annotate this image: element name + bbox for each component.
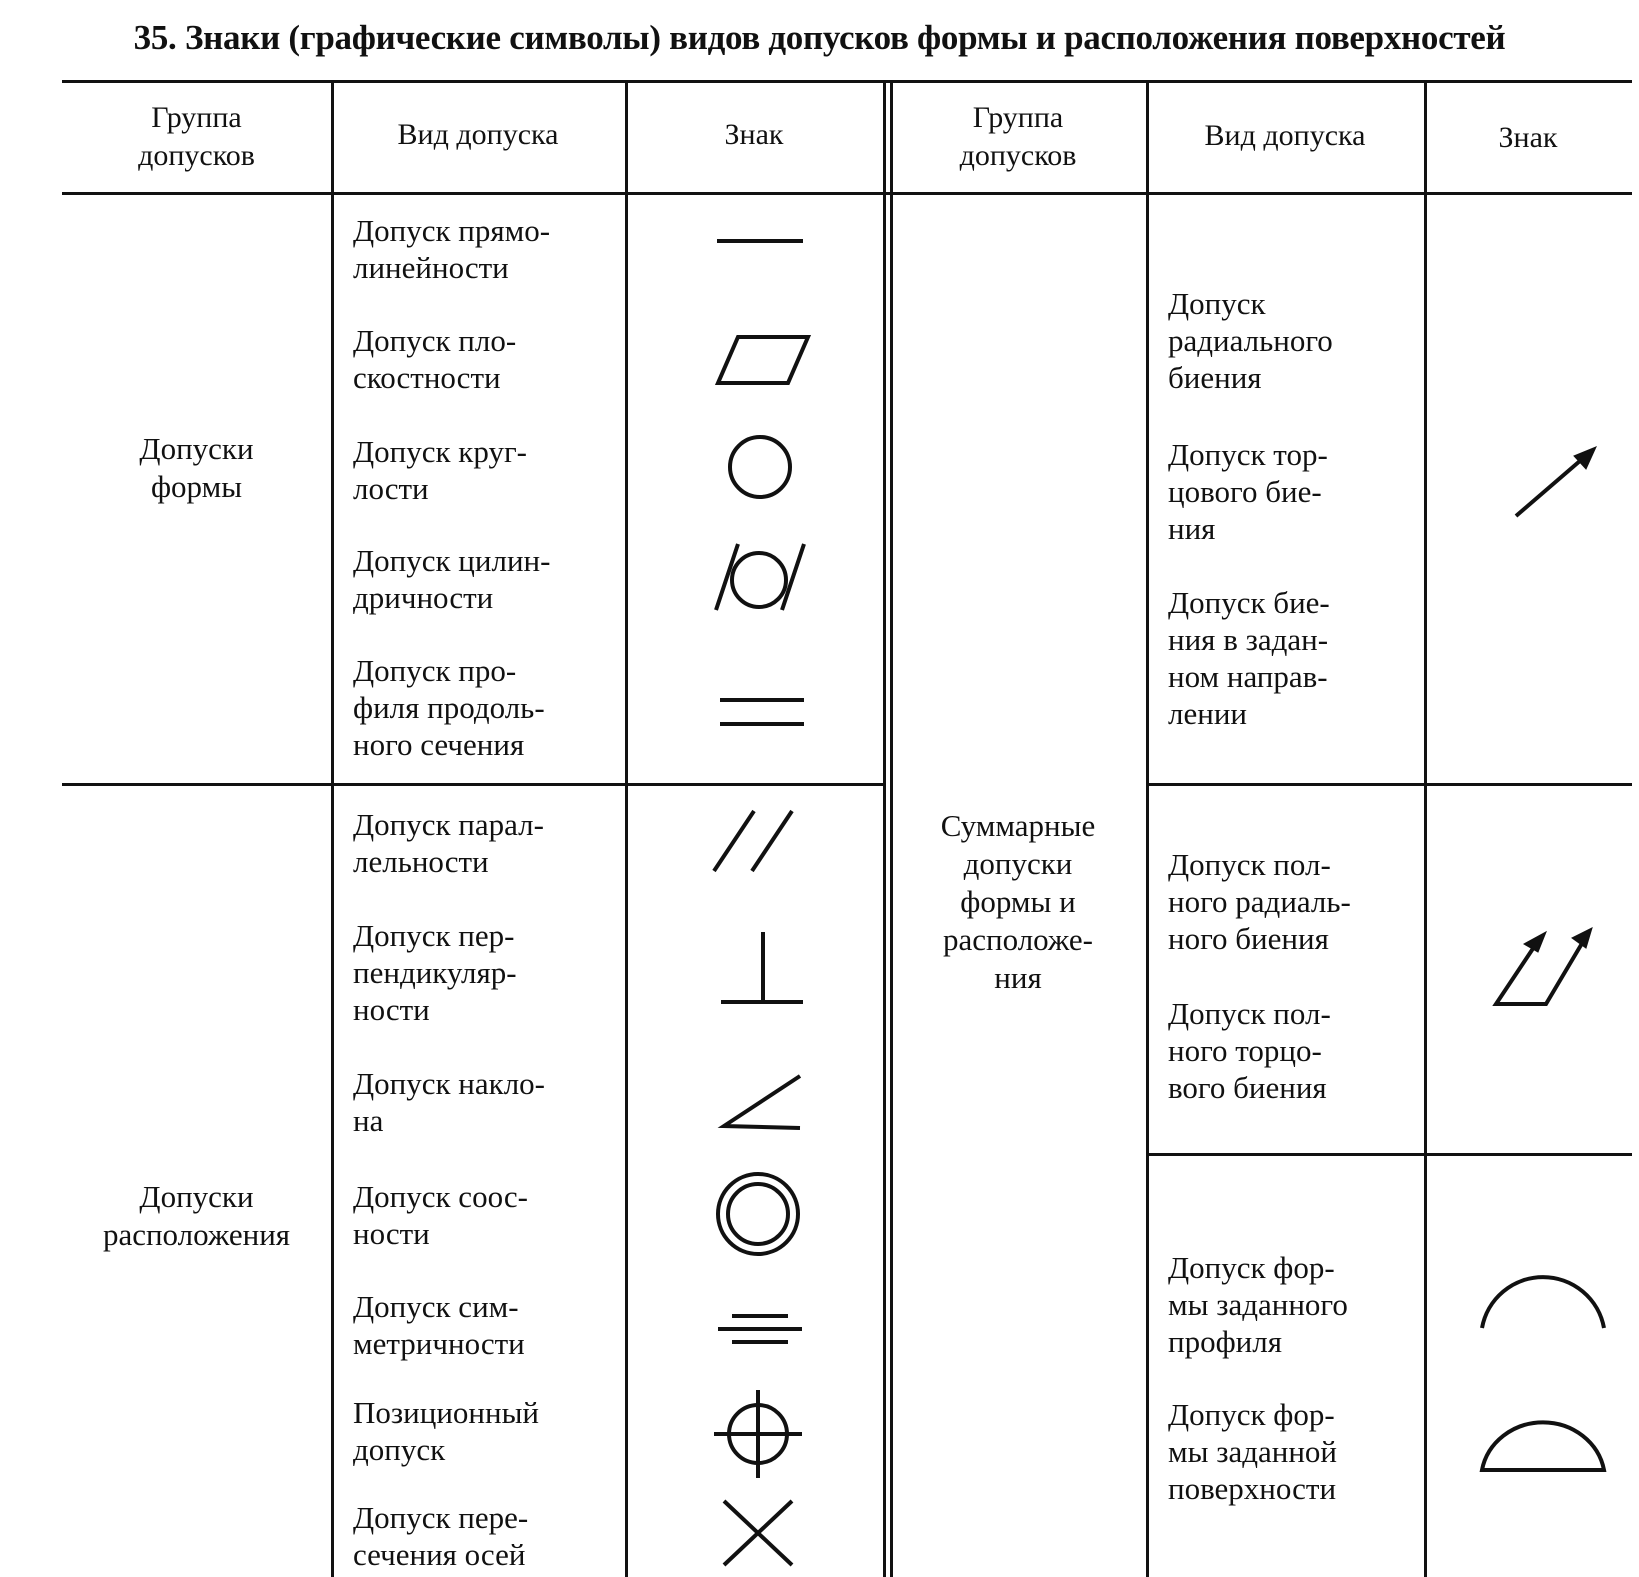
surface-profile-icon <box>1476 1406 1612 1476</box>
kind-text-line: ности <box>353 992 430 1027</box>
kind-text-line: дричности <box>353 580 494 615</box>
total-runout-icon <box>1488 924 1608 1008</box>
kind-text-line: Допуск тор- <box>1168 437 1328 472</box>
kind-text-line: цового бие- <box>1168 474 1322 509</box>
kind-radial-runout <box>1168 285 1400 396</box>
kind-axial-runout <box>1168 436 1400 547</box>
kind-text-line: ности <box>353 1216 430 1251</box>
right-col1-rule <box>1146 80 1149 1577</box>
perpendicularity-icon <box>718 930 808 1006</box>
label-line: формы и <box>960 884 1076 919</box>
kind-text-line: ния в задан- <box>1168 622 1329 657</box>
center-double-rule-a <box>883 80 886 1577</box>
kind-text-line: Допуск фор- <box>1168 1397 1335 1432</box>
label-line: Допуски <box>139 1179 254 1214</box>
label-line: расположения <box>102 1217 291 1252</box>
kind-text-line: линейности <box>353 250 509 285</box>
kind-text-line: ного торцо- <box>1168 1033 1322 1068</box>
kind-text-line: ного радиаль- <box>1168 884 1351 919</box>
label-line: ния <box>994 960 1042 995</box>
axis-intersection-icon <box>716 1495 806 1571</box>
label-line: Допуски <box>139 431 254 466</box>
kind-text-line: Допуск пло- <box>353 323 517 358</box>
kind-position <box>353 1394 603 1468</box>
parallelism-icon <box>708 805 798 875</box>
group-form-tolerances <box>62 430 331 506</box>
kind-parallelism <box>353 806 603 880</box>
kind-roundness <box>353 433 603 507</box>
left-col2-rule <box>625 80 628 1577</box>
kind-text-line: Допуск соос- <box>353 1179 528 1214</box>
kind-text-line: вого биения <box>1168 1070 1327 1105</box>
label-line: допусков <box>138 139 255 172</box>
header-kind-left: Вид допуска <box>397 118 559 151</box>
flatness-icon <box>712 330 812 390</box>
kind-text-line: биения <box>1168 360 1262 395</box>
kind-text-line: Допуск цилин- <box>353 543 551 578</box>
kind-directional-runout <box>1168 584 1400 732</box>
kind-text-line: скостности <box>353 360 501 395</box>
kind-total-axial-runout <box>1168 995 1400 1106</box>
group-location-tolerances <box>62 1178 331 1254</box>
kind-text-line: Допуск парал- <box>353 807 544 842</box>
kind-text-line: Допуск про- <box>353 653 517 688</box>
kind-total-radial-runout <box>1168 846 1400 957</box>
kind-text-line: Допуск круг- <box>353 434 527 469</box>
kind-text-line: радиального <box>1168 323 1333 358</box>
kind-text-line: сечения осей <box>353 1537 526 1572</box>
angularity-icon <box>716 1070 806 1136</box>
kind-text-line: на <box>353 1103 384 1138</box>
cylindricity-icon <box>712 538 812 616</box>
table-top-rule <box>62 80 1632 83</box>
label-line: допуски <box>963 846 1073 881</box>
label-line: формы <box>150 469 243 504</box>
kind-coaxiality <box>353 1178 603 1252</box>
roundness-icon <box>726 433 796 503</box>
kind-text-line: поверхности <box>1168 1471 1337 1506</box>
kind-text-line: мы заданного <box>1168 1287 1348 1322</box>
label-line: допусков <box>959 139 1077 172</box>
label-line: Группа <box>972 101 1064 134</box>
kind-text-line: Допуск пер- <box>353 918 515 953</box>
kind-text-line: Позиционный <box>353 1395 539 1430</box>
kind-text-line: пендикуляр- <box>353 955 517 990</box>
kind-text-line: Допуск накло- <box>353 1066 546 1101</box>
kind-line-profile <box>1168 1249 1400 1360</box>
label-line: Суммарные <box>940 808 1096 843</box>
right-profile-divider <box>1146 1153 1632 1156</box>
kind-straightness <box>353 212 603 286</box>
left-col1-rule <box>331 80 334 1577</box>
kind-text-line: ного сечения <box>353 727 525 762</box>
header-group-right <box>890 99 1146 175</box>
kind-text-line: ного биения <box>1168 921 1329 956</box>
kind-text-line: мы заданной <box>1168 1434 1338 1469</box>
kind-symmetry <box>353 1288 603 1362</box>
kind-flatness <box>353 322 603 396</box>
label-line: расположе- <box>943 922 1093 957</box>
runout-arrow-icon <box>1508 444 1602 524</box>
kind-text-line: лельности <box>353 844 489 879</box>
kind-profile-longitudinal <box>353 652 603 763</box>
right-col2-rule <box>1424 80 1427 1577</box>
kind-text-line: метричности <box>353 1326 525 1361</box>
kind-text-line: лости <box>353 471 429 506</box>
header-kind-right: Вид допуска <box>1204 119 1366 152</box>
kind-cylindricity <box>353 542 603 616</box>
kind-text-line: лении <box>1168 696 1247 731</box>
coaxiality-icon <box>712 1168 808 1264</box>
kind-text-line: допуск <box>353 1432 446 1467</box>
kind-text-line: Допуск сим- <box>353 1289 519 1324</box>
header-bottom-rule <box>62 192 1632 195</box>
header-sign-right: Знак <box>1498 121 1558 154</box>
position-icon <box>712 1386 808 1482</box>
kind-text-line: ном направ- <box>1168 659 1328 694</box>
kind-angularity <box>353 1065 603 1139</box>
line-profile-icon <box>1476 1252 1612 1332</box>
kind-text-line: Допуск фор- <box>1168 1250 1335 1285</box>
straightness-icon <box>715 225 805 255</box>
kind-text-line: Допуск пол- <box>1168 847 1331 882</box>
kind-surface-profile <box>1168 1396 1400 1507</box>
header-group-left <box>62 99 331 175</box>
label-line: Группа <box>151 101 242 134</box>
kind-text-line: Допуск <box>1168 286 1266 321</box>
header-sign-left: Знак <box>724 118 784 151</box>
group-combined-tolerances <box>890 807 1146 997</box>
kind-text-line: Допуск пол- <box>1168 996 1331 1031</box>
symmetry-icon <box>716 1310 806 1350</box>
kind-text-line: Допуск пере- <box>353 1500 529 1535</box>
kind-text-line: профиля <box>1168 1324 1282 1359</box>
left-group-divider <box>62 783 884 786</box>
kind-text-line: Допуск прямо- <box>353 213 551 248</box>
page-title: 35. Знаки (графические символы) видов допусков формы и расположения поверхностей <box>133 18 1506 57</box>
kind-axis-intersection <box>353 1499 603 1573</box>
profile-longitudinal-section-icon <box>718 692 808 732</box>
kind-perpendicularity <box>353 917 603 1028</box>
kind-text-line: филя продоль- <box>353 690 545 725</box>
kind-text-line: ния <box>1168 511 1216 546</box>
right-runout-divider <box>1146 783 1632 786</box>
kind-text-line: Допуск бие- <box>1168 585 1330 620</box>
